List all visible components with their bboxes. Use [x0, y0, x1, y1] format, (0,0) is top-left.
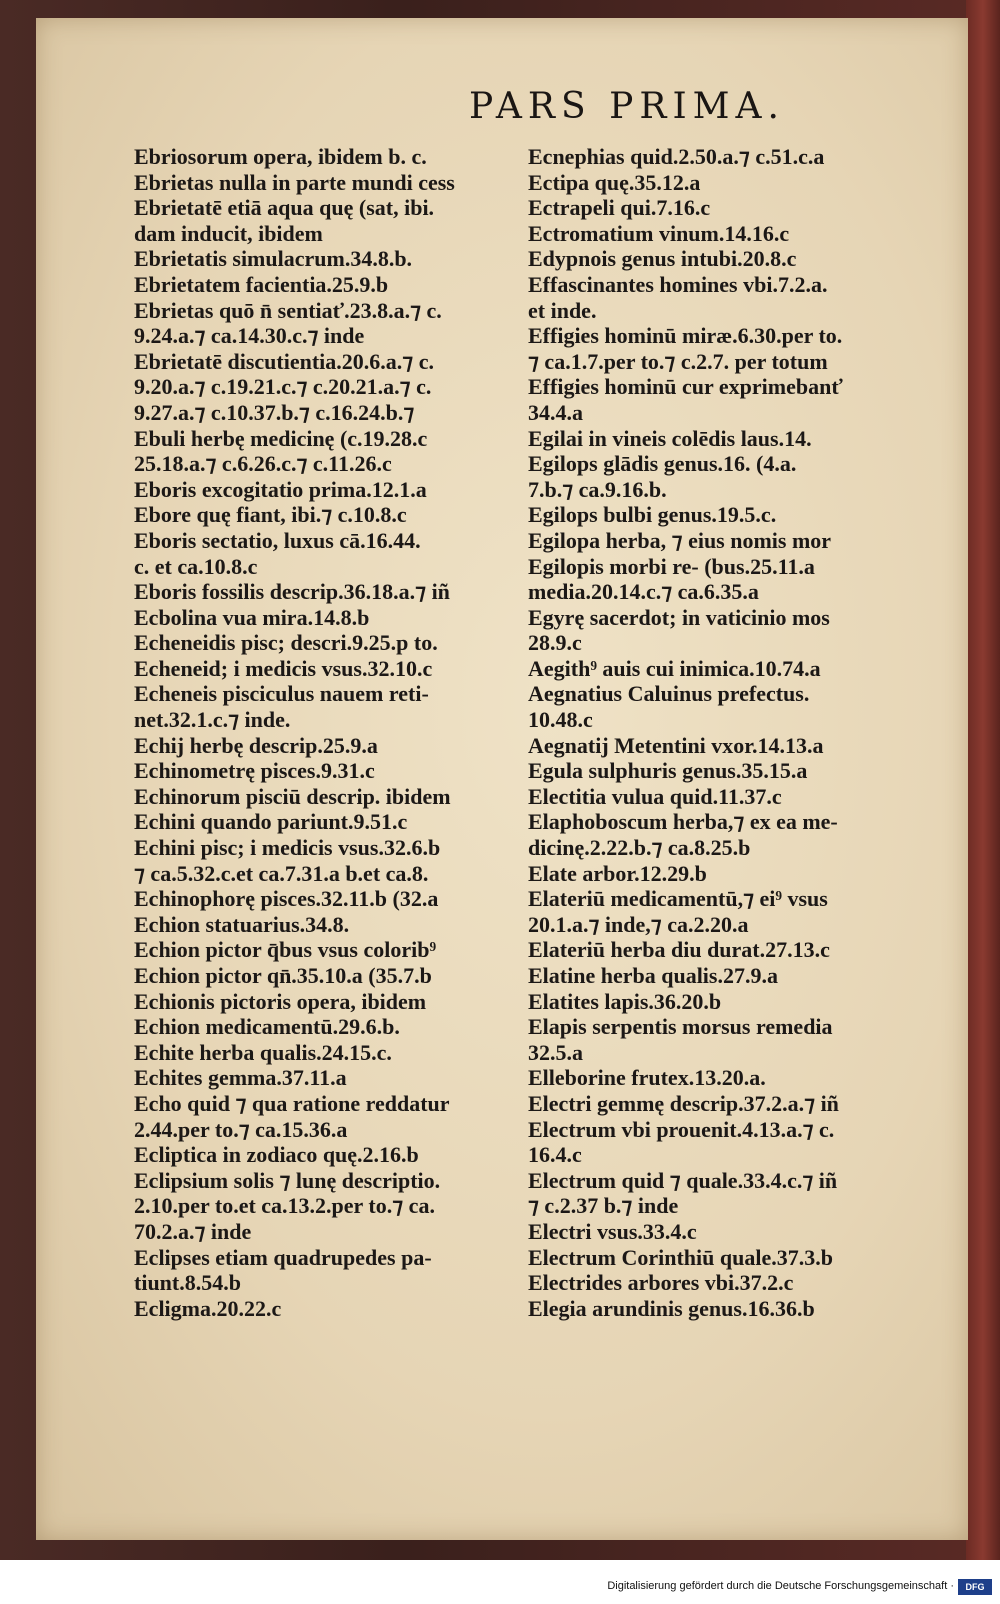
index-entry-right-line: ⁊ c.2.37 b.⁊ inde: [528, 1193, 679, 1219]
index-entry-right-line: dicinę.2.22.b.⁊ ca.8.25.b: [528, 835, 751, 861]
index-entry-right-line: Elleborine frutex.13.20.a.: [528, 1065, 766, 1091]
index-entry-left-line: Echionis pictoris opera, ibidem: [134, 988, 427, 1014]
index-entry-left-line: Ebrietatē etiā aqua quę (sat, ibi.: [134, 195, 435, 221]
index-entry-right-line: 34.4.a: [528, 399, 583, 425]
index-entry-right-line: Elateriū medicamentū,⁊ ei⁹ vsus: [528, 886, 828, 912]
index-entry-left-line: Ebrietatē discutientia.20.6.a.⁊ c.: [134, 348, 434, 374]
index-entry-right-line: Electrum Corinthiū quale.37.3.b: [528, 1244, 833, 1270]
index-entry-right-line: 28.9.c: [528, 630, 582, 656]
index-entry-left-line: Ebuli herbę medicinę (c.19.28.c: [134, 425, 428, 451]
running-title: PARS PRIMA.: [469, 86, 785, 127]
index-column-right: [528, 144, 958, 1321]
index-entry-left-line: 2.44.per to.⁊ ca.15.36.a: [134, 1116, 348, 1142]
index-entry-left-line: Ebore quę fiant, ibi.⁊ c.10.8.c: [134, 502, 407, 528]
index-entry-right-line: Electrum quid ⁊ quale.33.4.c.⁊ iñ: [528, 1167, 838, 1193]
index-entry-left-line: Echinorum pisciū descrip. ibidem: [134, 783, 451, 809]
index-entry-right-line: Egula sulphuris genus.35.15.a: [528, 758, 808, 784]
index-entry-left-line: tiunt.8.54.b: [134, 1270, 241, 1296]
index-entry-right-line: Egilops bulbi genus.19.5.c.: [528, 502, 777, 528]
running-header: [36, 86, 968, 127]
index-entry-left-line: Echites gemma.37.11.a: [134, 1065, 347, 1091]
index-entry-right-line: media.20.14.c.⁊ ca.6.35.a: [528, 579, 759, 605]
index-entry-right-line: et inde.: [528, 297, 597, 323]
index-entry-left-line: Eboris excogitatio prima.12.1.a: [134, 476, 427, 502]
index-entry-left-line: Echini pisc; i medicis vsus.32.6.b: [134, 835, 441, 861]
footer-credit: Digitalisierung gefördert durch die Deutsche Forschungsgemeinschaft ·: [607, 1580, 954, 1592]
index-entry-right-line: Ectromatium vinum.14.16.c: [528, 220, 790, 246]
index-entry-right-line: Elaphoboscum herba,⁊ ex ea me-: [528, 809, 838, 835]
index-entry-left-line: Echini quando pariunt.9.51.c: [134, 809, 408, 835]
index-entry-left-line: net.32.1.c.⁊ inde.: [134, 707, 291, 733]
index-entry-left-line: Echion medicamentū.29.6.b.: [134, 1014, 400, 1040]
index-entry-right-line: Elateriū herba diu durat.27.13.c: [528, 937, 830, 963]
index-entry-left-line: Echion statuarius.34.8.: [134, 911, 350, 937]
index-entry-right-line: Egilops glādis genus.16. (4.a.: [528, 451, 797, 477]
book-page: [36, 18, 968, 1540]
index-entry-left-line: Echinometrę pisces.9.31.c: [134, 758, 375, 784]
index-entry-right-line: 16.4.c: [528, 1142, 582, 1168]
index-entry-left-line: Ecliptica in zodiaco quę.2.16.b: [134, 1142, 419, 1168]
index-entry-left-line: Eboris fossilis descrip.36.18.a.⁊ iñ: [134, 579, 450, 605]
index-entry-left-line: Echite herba qualis.24.15.c.: [134, 1039, 392, 1065]
index-entry-right-line: Ecnephias quid.2.50.a.⁊ c.51.c.a: [528, 144, 825, 169]
index-entry-right-line: Egilopa herba, ⁊ eius nomis mor: [528, 527, 832, 553]
index-entry-right-line: Electri vsus.33.4.c: [528, 1218, 697, 1244]
index-entry-left-line: Ebrietas quō n̄ sentiať.23.8.a.⁊ c.: [134, 297, 442, 323]
index-entry-right-line: Ectipa quę.35.12.a: [528, 169, 701, 195]
index-entry-right-line: 20.1.a.⁊ inde,⁊ ca.2.20.a: [528, 911, 749, 937]
index-entry-right-line: Effascinantes homines vbi.7.2.a.: [528, 271, 828, 297]
index-entry-left-line: 9.27.a.⁊ c.10.37.b.⁊ c.16.24.b.⁊: [134, 399, 415, 425]
index-entry-right-line: Egyrę sacerdot; in vaticinio mos: [528, 604, 830, 630]
dfg-logo: DFG: [958, 1579, 992, 1595]
index-entry-left-line: Eclipsium solis ⁊ lunę descriptio.: [134, 1167, 441, 1193]
index-entry-left-line: Echion pictor q̄bus vsus colorib⁹: [134, 937, 437, 963]
index-entry-right-line: Aegith⁹ auis cui inimica.10.74.a: [528, 655, 821, 681]
index-entry-right-line: Electitia vulua quid.11.37.c: [528, 783, 782, 809]
index-entry-right-line: Aegnatij Metentini vxor.14.13.a: [528, 732, 824, 758]
index-entry-left-line: Echeneid; i medicis vsus.32.10.c: [134, 655, 433, 681]
index-entry-left-line: Eboris sectatio, luxus cā.16.44.: [134, 527, 421, 553]
index-entry-right-line: ⁊ ca.1.7.per to.⁊ c.2.7. per totum: [528, 348, 828, 374]
index-entry-left-line: 25.18.a.⁊ c.6.26.c.⁊ c.11.26.c: [134, 451, 392, 477]
index-entry-right-line: Electrides arbores vbi.37.2.c: [528, 1270, 794, 1296]
index-entry-left-line: Eclipses etiam quadrupedes pa-: [134, 1244, 432, 1270]
index-entry-right-line: Edypnois genus intubi.20.8.c: [528, 246, 797, 272]
index-entry-right-line: Egilopis morbi re- (bus.25.11.a: [528, 553, 815, 579]
index-entry-right-line: Effigies hominū cur exprimebanť: [528, 374, 843, 400]
index-entry-left-line: Ebriosorum opera, ibidem b. c.: [134, 144, 427, 169]
index-entry-right-line: Aegnatius Caluinus prefectus.: [528, 681, 810, 707]
index-entry-right-line: Elatites lapis.36.20.b: [528, 988, 722, 1014]
index-entry-right-line: Electrum vbi prouenit.4.13.a.⁊ c.: [528, 1116, 835, 1142]
index-entry-left-line: 2.10.per to.et ca.13.2.per to.⁊ ca.: [134, 1193, 435, 1219]
index-entry-right-line: Electri gemmę descrip.37.2.a.⁊ iñ: [528, 1090, 839, 1116]
index-column-left: [134, 144, 552, 1321]
index-entry-left-line: dam inducit, ibidem: [134, 220, 323, 246]
index-entry-left-line: 9.24.a.⁊ ca.14.30.c.⁊ inde: [134, 323, 365, 349]
index-entry-left-line: Echinophorę pisces.32.11.b (32.a: [134, 886, 439, 912]
index-entry-left-line: Ebrietas nulla in parte mundi cess: [134, 169, 455, 195]
index-entry-right-line: 10.48.c: [528, 707, 593, 733]
index-entry-right-line: Elatine herba qualis.27.9.a: [528, 963, 778, 988]
index-entry-left-line: ⁊ ca.5.32.c.et ca.7.31.a b.et ca.8.: [134, 860, 429, 886]
index-entry-right-line: Elate arbor.12.29.b: [528, 860, 707, 886]
index-entry-left-line: 9.20.a.⁊ c.19.21.c.⁊ c.20.21.a.⁊ c.: [134, 374, 432, 400]
index-entry-left-line: Echeneidis pisc; descri.9.25.p to.: [134, 630, 438, 656]
index-entry-left-line: Echion pictor qn̄.35.10.a (35.7.b: [134, 963, 432, 988]
index-entry-left-line: c. et ca.10.8.c: [134, 553, 258, 579]
footer-bar: [0, 1560, 1000, 1604]
index-entry-left-line: Ebrietatis simulacrum.34.8.b.: [134, 246, 413, 272]
index-entry-left-line: Echeneis pisciculus nauem reti-: [134, 681, 429, 707]
index-entry-right-line: Effigies hominū miræ.6.30.per to.: [528, 323, 843, 349]
index-entry-right-line: Ectrapeli qui.7.16.c: [528, 195, 711, 221]
index-entry-right-line: 32.5.a: [528, 1039, 583, 1065]
index-entry-right-line: 7.b.⁊ ca.9.16.b.: [528, 476, 667, 502]
index-entry-left-line: Ecligma.20.22.c: [134, 1295, 282, 1321]
index-entry-right-line: Elegia arundinis genus.16.36.b: [528, 1295, 815, 1321]
index-entry-left-line: Ebrietatem facientia.25.9.b: [134, 271, 389, 297]
book-cover-edge: [966, 0, 1000, 1560]
index-entry-left-line: Echij herbę descrip.25.9.a: [134, 732, 378, 758]
index-entry-left-line: Echo quid ⁊ qua ratione reddatur: [134, 1090, 450, 1116]
index-entry-right-line: Elapis serpentis morsus remedia: [528, 1014, 833, 1040]
index-entry-left-line: Ecbolina vua mira.14.8.b: [134, 604, 370, 630]
index-entry-left-line: 70.2.a.⁊ inde: [134, 1218, 252, 1244]
index-entry-right-line: Egilai in vineis colēdis laus.14.: [528, 425, 812, 451]
